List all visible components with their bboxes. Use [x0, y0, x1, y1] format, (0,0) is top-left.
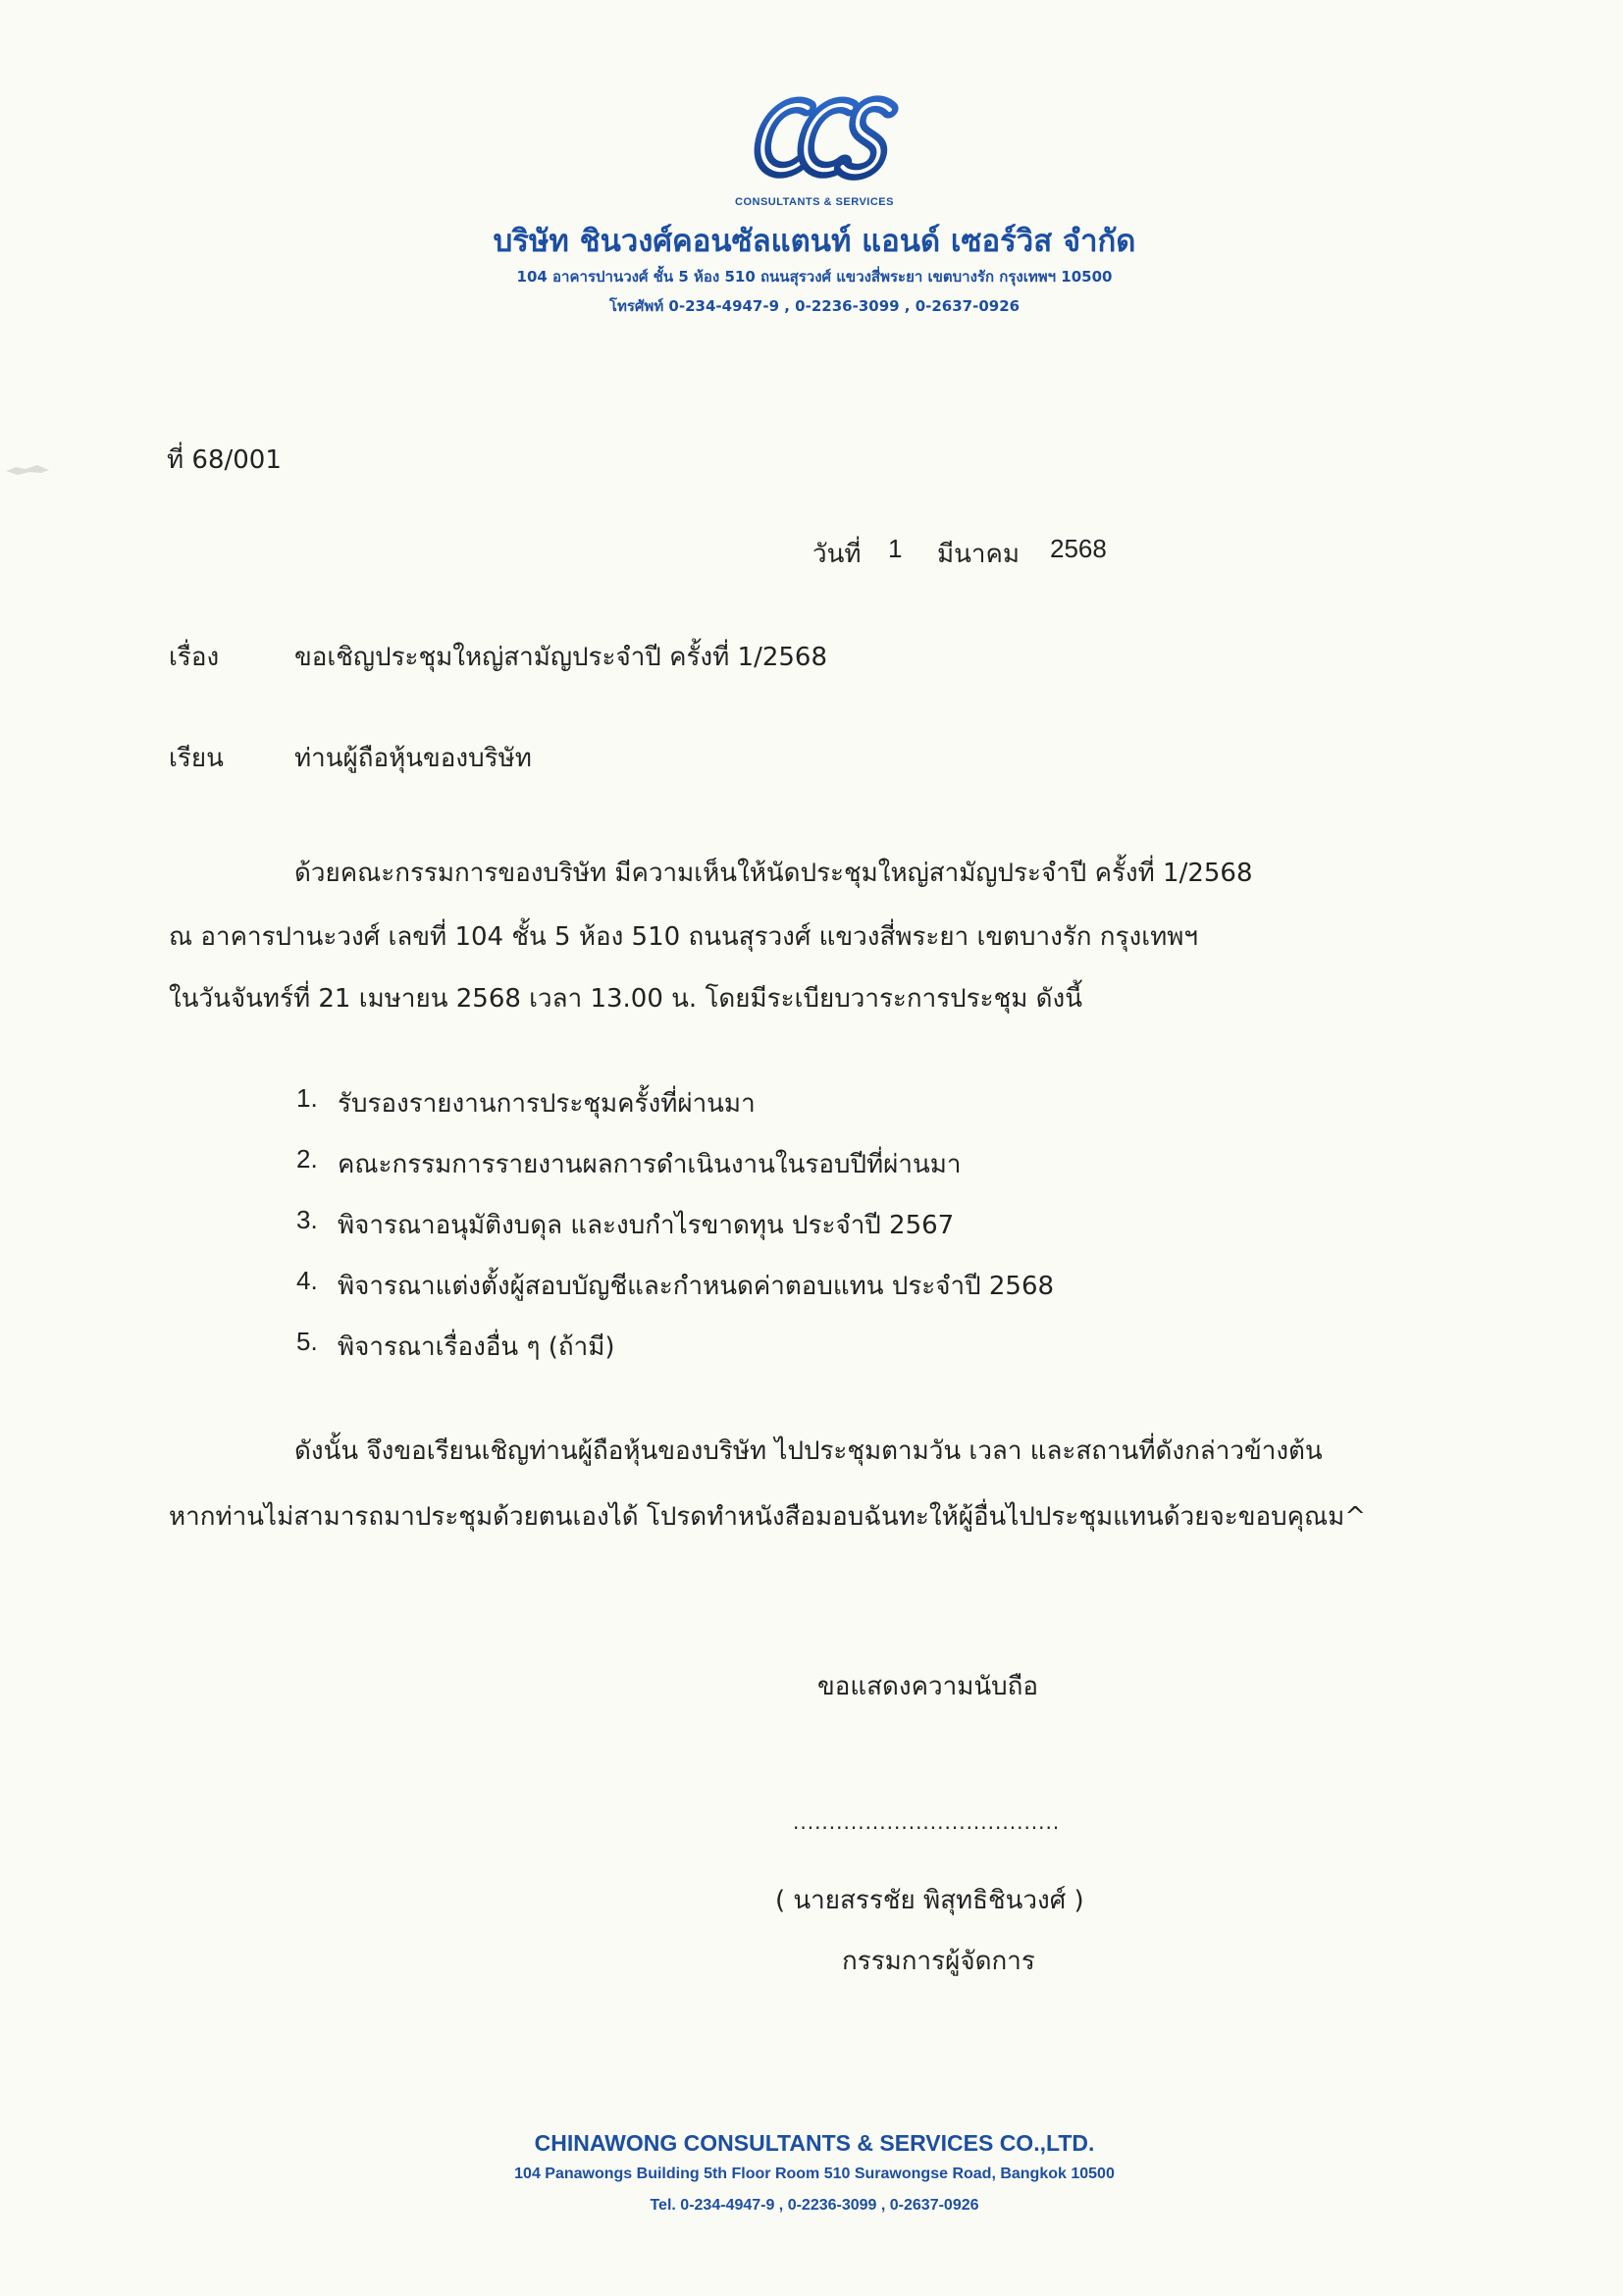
company-phone-th: โทรศัพท์ 0-234-4947-9 , 0-2236-3099 , 0-2637-0926 — [608, 297, 1021, 315]
agenda-number: 1. — [296, 1083, 318, 1113]
recipient-label: เรียน — [169, 744, 224, 773]
date-year: 2568 — [1050, 534, 1107, 563]
date-day: 1 — [888, 534, 903, 563]
footer-address: 104 Panawongs Building 5th Floor Room 510 Surawongse Road, Bangkok 10500 — [514, 2166, 1115, 2182]
agenda-number: 2. — [296, 1144, 318, 1174]
agenda-number: 3. — [296, 1205, 318, 1234]
date-label: วันที่ — [812, 540, 862, 569]
agenda-item: พิจารณาเรื่องอื่น ๆ (ถ้ามี) — [338, 1332, 615, 1362]
company-address-th: 104 อาคารปานวงศ์ ชั้น 5 ห้อง 510 ถนนสุรวงศ์ แขวงสี่พระยา เขตบางรัก กรุงเทพฯ 10500 — [516, 268, 1113, 286]
intro-line-3: ในวันจันทร์ที่ 21 เมษายน 2568 เวลา 13.00 น. โดยมีระเบียบวาระการประชุม ดังนี้ — [169, 984, 1083, 1014]
intro-line-2: ณ อาคารปานะวงศ์ เลขที่ 104 ชั้น 5 ห้อง 510 ถนนสุรวงศ์ แขวงสี่พระยา เขตบางรัก กรุงเทพฯ — [169, 922, 1198, 952]
reference-number: ที่ 68/001 — [167, 445, 282, 475]
agenda-item: คณะกรรมการรายงานผลการดำเนินงานในรอบปีที่ผ่านมา — [338, 1150, 962, 1179]
agenda-item: พิจารณาแต่งตั้งผู้สอบบัญชีและกำหนดค่าตอบแทน ประจำปี 2568 — [338, 1272, 1055, 1301]
date-month: มีนาคม — [937, 540, 1021, 569]
agenda-number: 4. — [296, 1266, 318, 1295]
footer-phone: Tel. 0-234-4947-9 , 0-2236-3099 , 0-2637-0926 — [650, 2197, 979, 2214]
ccs-logo-icon — [746, 86, 903, 194]
signature-line: ..................................... — [793, 1810, 1061, 1834]
agenda-item: พิจารณาอนุมัติงบดุล และงบกำไรขาดทุน ประจำปี 2567 — [338, 1211, 955, 1240]
logo-subtitle: CONSULTANTS & SERVICES — [735, 196, 894, 208]
intro-line-1: ด้วยคณะกรรมการของบริษัท มีความเห็นให้นัดประชุมใหญ่สามัญประจำปี ครั้งที่ 1/2568 — [294, 859, 1253, 888]
agenda-item: รับรองรายงานการประชุมครั้งที่ผ่านมา — [338, 1089, 756, 1119]
closing-line-1: ดังนั้น จึงขอเรียนเชิญท่านผู้ถือหุ้นของบริษัท ไปประชุมตามวัน เวลา และสถานที่ดังกล่าวข้างต้น — [294, 1436, 1323, 1466]
footer-company-name: CHINAWONG CONSULTANTS & SERVICES CO.,LTD. — [534, 2130, 1095, 2156]
scan-smudge — [4, 459, 53, 481]
recipient-text: ท่านผู้ถือหุ้นของบริษัท — [294, 744, 532, 773]
agenda-number: 5. — [296, 1327, 318, 1356]
subject-label: เรื่อง — [169, 643, 220, 672]
signer-title: กรรมการผู้จัดการ — [842, 1947, 1035, 1976]
signer-name: ( นายสรรชัย พิสุทธิชินวงศ์ ) — [775, 1886, 1084, 1915]
sign-off: ขอแสดงความนับถือ — [817, 1672, 1038, 1701]
company-name-th: บริษัท ชินวงศ์คอนซัลแตนท์ แอนด์ เซอร์วิส จำกัด — [493, 224, 1136, 259]
closing-line-2: หากท่านไม่สามารถมาประชุมด้วยตนเองได้ โปรดทำหนังสือมอบฉันทะให้ผู้อื่นไปประชุมแทนด้วยจะขอบคุณม^ — [169, 1502, 1367, 1532]
subject-text: ขอเชิญประชุมใหญ่สามัญประจำปี ครั้งที่ 1/2568 — [294, 643, 828, 672]
company-logo — [746, 86, 903, 194]
